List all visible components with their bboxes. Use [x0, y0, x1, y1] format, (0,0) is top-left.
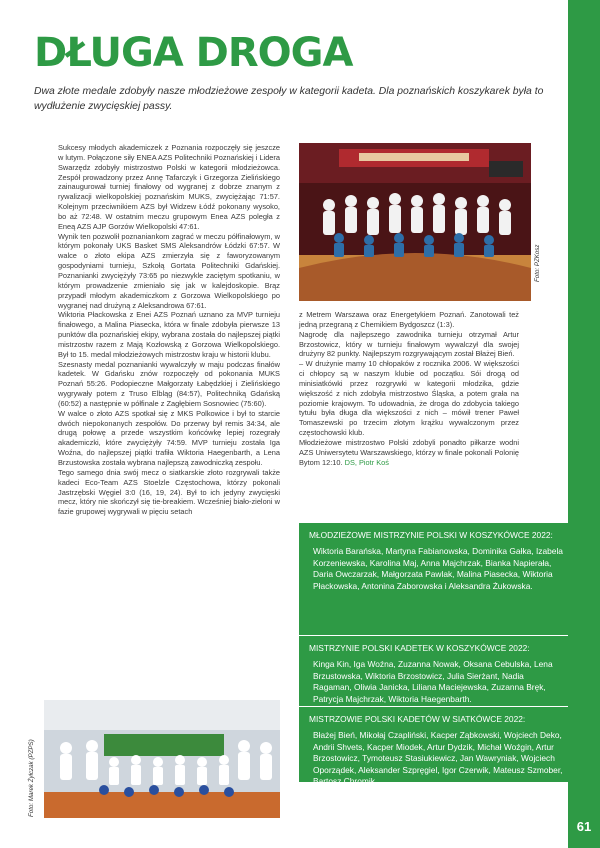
article-lead: Dwa złote medale zdobyły nasze młodzieżowe zespoły w kategorii kadeta. Dla poznańskich koszykarek była to wydłużenie zwycięskiej passy. — [34, 86, 544, 112]
team-photo-basketball — [299, 143, 531, 301]
volleyball-team-photo-illustration — [44, 700, 280, 818]
roster-heading: MŁODZIEŻOWE MISTRZYNIE POLSKI W KOSZYKÓWCE 2022: — [309, 530, 553, 540]
paragraph: Tego samego dnia swój mecz o siatkarskie złoto rozgrywali także kadeci Eco-Team AZS Stoelzle Częstochowa, którzy pokonali Jastrzębski Węgiel 3:0 (16, 19, 24). Był to ich jedyny zwycięski mecz, który nie skończył się tie-breakiem. Wcześniej biało-zieloni w fazie grupowej wygrywali w pięciu setach — [58, 467, 280, 517]
article-title: DŁUGA DROGA — [34, 30, 353, 76]
roster-names: Błażej Bień, Mikołaj Czapliński, Kacper Ząbkowski, Wojciech Deko, Andrii Shvets, Kacper Miodek, Artur Dydzik, Michał Woźgin, Artur Brzostowicz, Tymoteusz Stasiukiewicz, Jan Wawryniak, Wojciech Oporządek, Aleksander Szpręgiel, Igor Czerwik, Mateusz Szmober, Bartosz Chromik. — [313, 730, 563, 787]
photo-credit-top: Foto: PZKosz — [534, 244, 541, 282]
roster-heading: MISTRZYNIE POLSKI KADETEK W KOSZYKÓWCE 2022: — [309, 643, 530, 653]
paragraph: Wynik ten pozwolił poznaniankom zagrać w meczu półfinałowym, w którym pokonały UKS Basket SMS Aleksandrów Łódzki 67:57. W walce o złoto ekipa AZS zmierzyła się z faworyzowanym gospodyniami turnieju, Szkołą Gortata Politechniki Gdańskiej. Poznanianki zwyciężyły 73:65 po niezwykle zaciętym spotkaniu, w którym prowadzenie zmieniało się jak w kalejdoskopie. Brąz przypadł młodym akademiczkom z Gorzowa Wielkopolskiego po wygranej nad drużyną z Aleksandrowa 67:61. — [58, 231, 280, 310]
author-signature: DS, Piotr Koś — [344, 457, 389, 467]
paragraph: z Metrem Warszawa oraz Energetykiem Poznań. Zanotowali też jedną przegraną z Chemikiem Bydgoszcz (1:3). — [299, 310, 519, 329]
paragraph: Nagrodę dla najlepszego zawodnika turnieju otrzymał Artur Brzostowicz, który w turnieju finałowym wywalczył dla swojej drużyny 82 punkty. Najlepszym rozgrywającym został Błażej Bień. — [299, 329, 519, 359]
roster-box-basketball-u23 — [299, 523, 574, 635]
basketball-team-photo-illustration — [299, 143, 531, 301]
roster-box-volleyball-cadets — [299, 707, 574, 787]
paragraph: Sukcesy młodych akademiczek z Poznania rozpoczęły się jeszcze w lutym. Połączone siły ENEA AZS Politechniki Poznańskiej i Lidera Swarzędz zdobyły mistrzostwo Polski w kategorii młodzieżowca. Zespół prowadzony przez Annę Tafarczyk i Grzegorza Zielińskiego zainaugurował turniej finałowy od wygranej z dobrze znanym z rywalizacji wielkopolskiej poznańskim MUKS, zwyciężając 71:57. Kolejnym przeciwnikiem AZS był Widzew Łódź pokonany wysoko, bo aż 72:48. W ostatnim meczu grupowym Enea AZS poległa z Eneą AZS AJP Gorzów Wielkopolski 47:61. — [58, 143, 280, 231]
paragraph: Wiktoria Płackowska z Enei AZS Poznań uznano za MVP turnieju finałowego, a Malina Piasecka, która w finale zdobyła pierwsze 13 punktów dla poznańskiej ekipy, wybrana została do najlepszej piątki mistrzostw razem z Mają Kozłowską z Gorzowa Wielkopolskiego. Był to 15. medal młodzieżowych mistrzostw kraju w historii klubu. — [58, 310, 280, 359]
paragraph — [299, 438, 519, 468]
page-number: 61 — [576, 819, 592, 834]
roster-names: Wiktoria Barańska, Martyna Fabianowska, Dominika Gałka, Izabela Korzeniewska, Karolina Maj, Anna Majchrzak, Bianka Napierała, Daria Owczarzak, Małgorzata Pawlak, Malina Piasecka, Wiktoria Płackowska, Antonina Zaborowska i Aleksandra Żukowska. — [313, 546, 563, 591]
paragraph: W walce o złoto AZS spotkał się z MKS Polkowice i był to starcie dwóch niepokonanych zespołów. Do przerwy był remis 34:34, ale drugą połowę a przede wszystkim końcówkę lepiej rozegrały akademiczki, które zwyciężyły 74:59. MVP turnieju została Iga Woźna, do najlepszej piątki trafiła Wiktoria Haegenbarth, a Lena Brzustowska została wybrana najlepszą zawodniczką zespołu. — [58, 408, 280, 467]
paragraph: – W drużynie mamy 10 chłopaków z rocznika 2006. W większości ci chłopcy są w naszym klubie od początku. Sói drogą od minisiatkówki przez rozgrywki w kategorii młodzika, gdzie większość z nich zdobyła mistrzostwo Śląska, a potem grała na poziomie krajowym. To udowadnia, że droga do zdobycia takiego tytułu była długa dla większości z nich – mówił trener Paweł Tomaszewski po trzecim złotym krążku wywalczonym przez częstochowski klub. — [299, 359, 519, 438]
left-column — [58, 143, 280, 517]
team-photo-volleyball — [44, 700, 280, 818]
paragraph: Szesnasty medal poznanianki wywalczyły w maju podczas finałów kadetek. W Gdańsku znów rozpoczęły od pokonania MUKS Poznań 55:26. Podopieczne Małgorzaty Łabędzkiej i Zielińskiego wygrywały potem z Truso Elbląg (84:57), Politechniką Gdańską (60:52) a następnie w półfinale z Zagłębiem Sosnowiec (75:60). — [58, 359, 280, 408]
photo-credit-bottom: Foto: Marek Żyłczak (PZPS) — [28, 739, 35, 817]
roster-box-basketball-cadets — [299, 636, 574, 706]
right-column — [299, 310, 519, 468]
roster-names: Kinga Kin, Iga Woźna, Zuzanna Nowak, Oksana Cebulska, Lena Brzustowska, Wiktoria Brzostowicz, Julia Sierżant, Nadia Ragaman, Oliwia Janicka, Liliana Maciejewska, Zuzanna Bręk, Patrycja Majchrzak, Wiktoria Haegenbarth. — [313, 659, 553, 704]
roster-heading: MISTRZOWIE POLSKI KADETÓW W SIATKÓWCE 2022: — [309, 714, 526, 724]
paragraph-text: Młodzieżowe mistrzostwo Polski zdobyli ponadto piłkarze wodni AZS Uniwersytetu Warszawskiego, którzy w finale pokonali Polonię Bytom 12:10. — [299, 437, 519, 467]
